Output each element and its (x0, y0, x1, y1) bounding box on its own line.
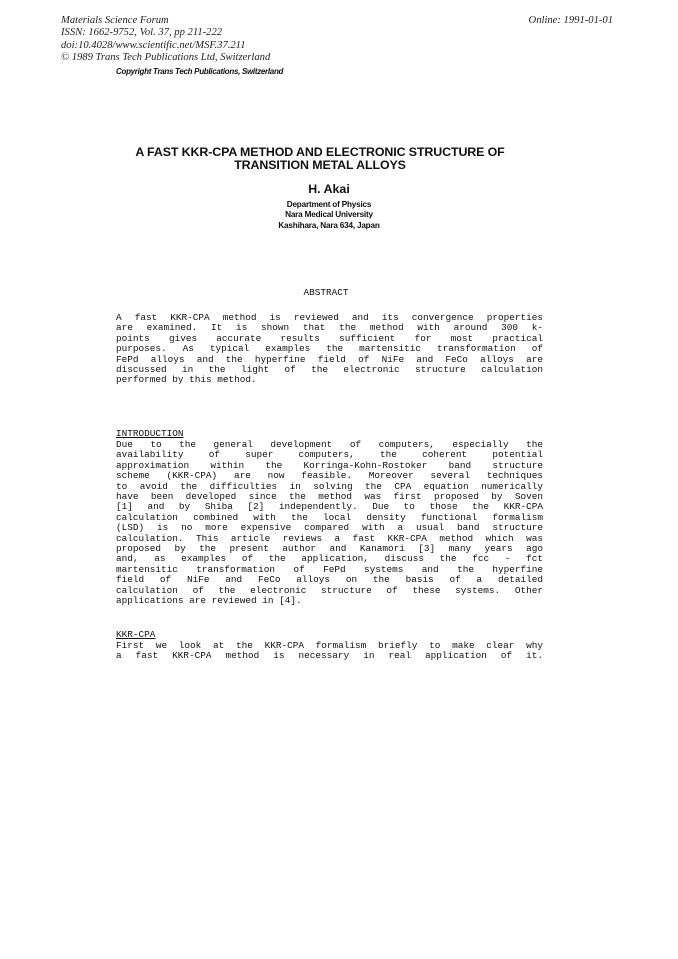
journal-info (61, 15, 270, 64)
text-line: a fast KKR-CPA method is necessary in real application of it. (116, 650, 543, 662)
text-line: (LSD) is no more expensive compared with a usual band structure (116, 522, 543, 534)
text-line: availability of super computers, the coherent potential (116, 449, 543, 461)
text-line: points gives accurate results sufficient for most practical (116, 332, 543, 344)
introduction-body (116, 440, 543, 607)
online-date: Online: 1991-01-01 (528, 15, 613, 26)
text-line: field of NiFe and FeCo alloys on the basis of a detailed (116, 574, 543, 586)
text-line: approximation within the Korringa-Kohn-Rostoker band structure (116, 459, 543, 471)
title-line: TRANSITION METAL ALLOYS (234, 158, 406, 172)
journal-name: Materials Science Forum (61, 15, 169, 26)
introduction-heading: INTRODUCTION (116, 428, 184, 439)
text-line: calculation of the electronic structure of these systems. Other (116, 584, 543, 596)
text-line: have been developed since the method was first proposed by Soven (116, 491, 543, 503)
kkr-cpa-body (116, 641, 543, 662)
text-line: martensitic transformation of FePd systems and the hyperfine (116, 563, 543, 575)
text-line: [1] and by Shiba [2] independently. Due to those the KKR-CPA (116, 501, 543, 513)
text-line: applications are reviewed in [4]. (116, 595, 302, 607)
text-line: A fast KKR-CPA method is reviewed and its convergence properties (116, 312, 543, 323)
text-line: First we look at the KKR-CPA formalism briefly to make clear why (116, 640, 543, 651)
abstract-heading: ABSTRACT (303, 287, 349, 298)
text-line: calculation combined with the local density functional formalism (116, 511, 543, 523)
text-line: calculation. This article reviews a fast KKR-CPA method which was (116, 532, 543, 544)
text-line: Due to the general development of computers, especially the (116, 439, 543, 450)
abstract-body (116, 313, 543, 386)
affiliation (0, 200, 658, 231)
text-line: discussed in the light of the electronic structure calculation (116, 364, 543, 376)
author: H. Akai (308, 182, 350, 196)
text-line: purposes. As typical examples the martensitic transformation of (116, 343, 543, 355)
affiliation-line: Kashihara, Nara 634, Japan (278, 220, 380, 230)
text-line: scheme (KKR-CPA) are now feasible. Moreover several techniques (116, 470, 543, 482)
copyright-notice: Copyright Trans Tech Publications, Switzerland (116, 67, 284, 76)
publisher-copyright: © 1989 Trans Tech Publications Ltd, Switzerland (61, 51, 271, 63)
title-line: A FAST KKR-CPA METHOD AND ELECTRONIC STRUCTURE OF (135, 145, 505, 159)
kkr-cpa-heading: KKR-CPA (116, 629, 156, 640)
paper-title (0, 146, 640, 172)
text-line: proposed by the present author and Kanamori [3] many years ago (116, 543, 543, 555)
affiliation-line: Nara Medical University (285, 210, 373, 220)
text-line: to avoid the difficulties in solving the CPA equation numerically (116, 480, 543, 492)
text-line: and, as examples of the application, discuss the fcc - fct (116, 553, 543, 565)
doi: doi:10.4028/www.scientific.net/MSF.37.211 (61, 39, 246, 51)
issn-volume: ISSN: 1662-9752, Vol. 37, pp 211-222 (61, 27, 223, 39)
affiliation-line: Department of Physics (286, 200, 372, 209)
text-line: performed by this method. (116, 374, 257, 386)
text-line: FePd alloys and the hyperfine field of NiFe and FeCo alloys are (116, 353, 543, 365)
text-line: are examined. It is shown that the method with around 300 k- (116, 322, 543, 334)
